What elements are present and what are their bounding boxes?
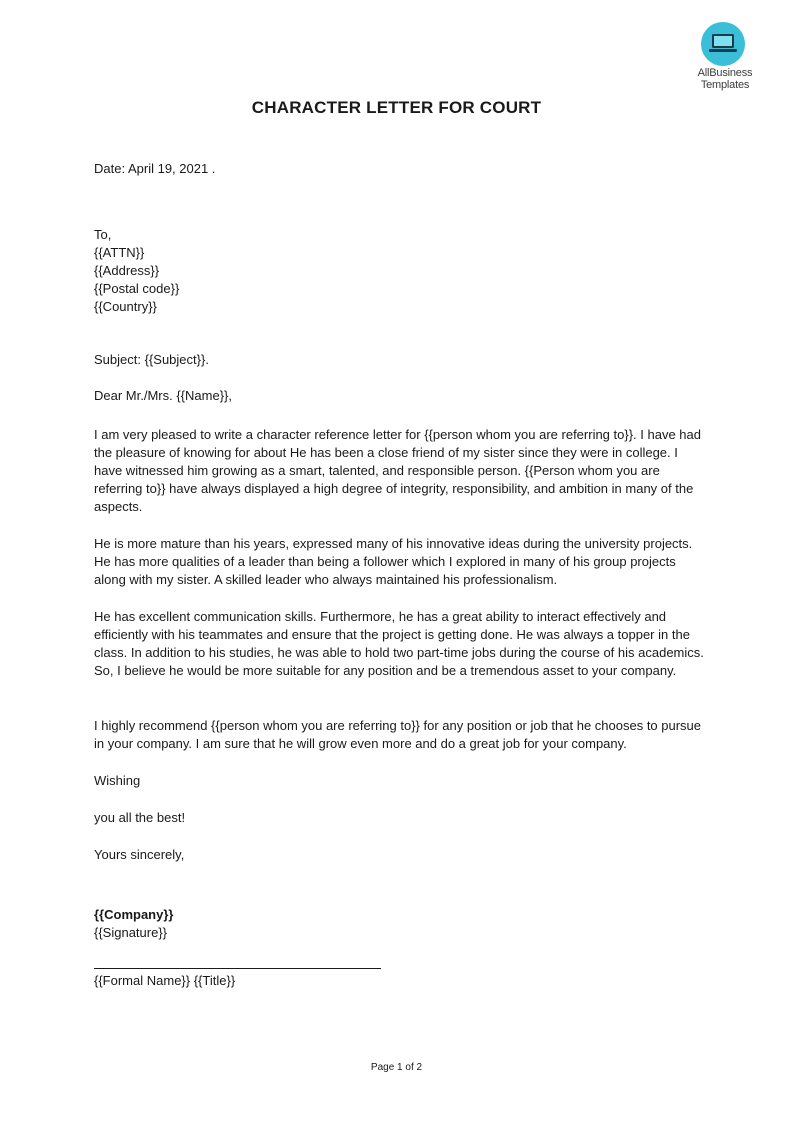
signature-line	[94, 968, 381, 969]
signature-placeholder: {{Signature}}	[94, 925, 168, 940]
address-postal: {{Postal code}}	[94, 281, 180, 296]
salutation: Dear Mr./Mrs. {{Name}},	[94, 388, 232, 403]
closing-best: you all the best!	[94, 810, 186, 825]
body-paragraph-2: He is more mature than his years, expressed many of his innovative ideas during the university projects. He has more qualities of a leader than being a follower which I explored in many of his group projects along with my sister. A skilled leader who always maintained his professionalism.	[94, 536, 693, 587]
closing-sincerely: Yours sincerely,	[94, 847, 185, 862]
document-title: CHARACTER LETTER FOR COURT	[251, 98, 542, 117]
subject-line: Subject: {{Subject}}.	[94, 352, 209, 367]
logo-text: AllBusiness Templates	[697, 67, 753, 91]
recipient-address	[94, 226, 704, 316]
signature-name-title: {{Formal Name}} {{Title}}	[94, 973, 236, 988]
signature-company: {{Company}}	[94, 907, 174, 922]
body-paragraph-1: I am very pleased to write a character reference letter for {{person whom you are referring to}}. I have had the pleasure of knowing for about He has been a close friend of my sister since they were in college. I have witnessed him growing as a smart, talented, and responsible person. {{Person whom you are referring to}} have always displayed a high degree of integrity, responsibility, and ambition in many of the aspects.	[94, 427, 701, 514]
address-attn: {{ATTN}}	[94, 245, 145, 260]
laptop-icon	[701, 22, 745, 66]
address-to: To,	[94, 227, 112, 242]
address-street: {{Address}}	[94, 263, 160, 278]
page-number: Page 1 of 2	[370, 1062, 423, 1073]
body-paragraph-3: He has excellent communication skills. Furthermore, he has a great ability to interact effectively and efficiently with his teammates and ensure that the project is getting done. He was always a topper in the class. In addition to his studies, he was able to hold two part-time jobs during the course of his academics. So, I believe he would be more suitable for any position and be a tremendous asset to your company.	[94, 609, 704, 678]
date-line: Date: April 19, 2021 .	[94, 161, 216, 176]
body-paragraph-4: I highly recommend {{person whom you are referring to}} for any position or job that he chooses to pursue in your company. I am sure that he will grow even more and do a great job for your company.	[94, 718, 702, 751]
address-country: {{Country}}	[94, 299, 157, 314]
closing-wishing: Wishing	[94, 773, 141, 788]
allbusiness-logo	[690, 22, 760, 91]
